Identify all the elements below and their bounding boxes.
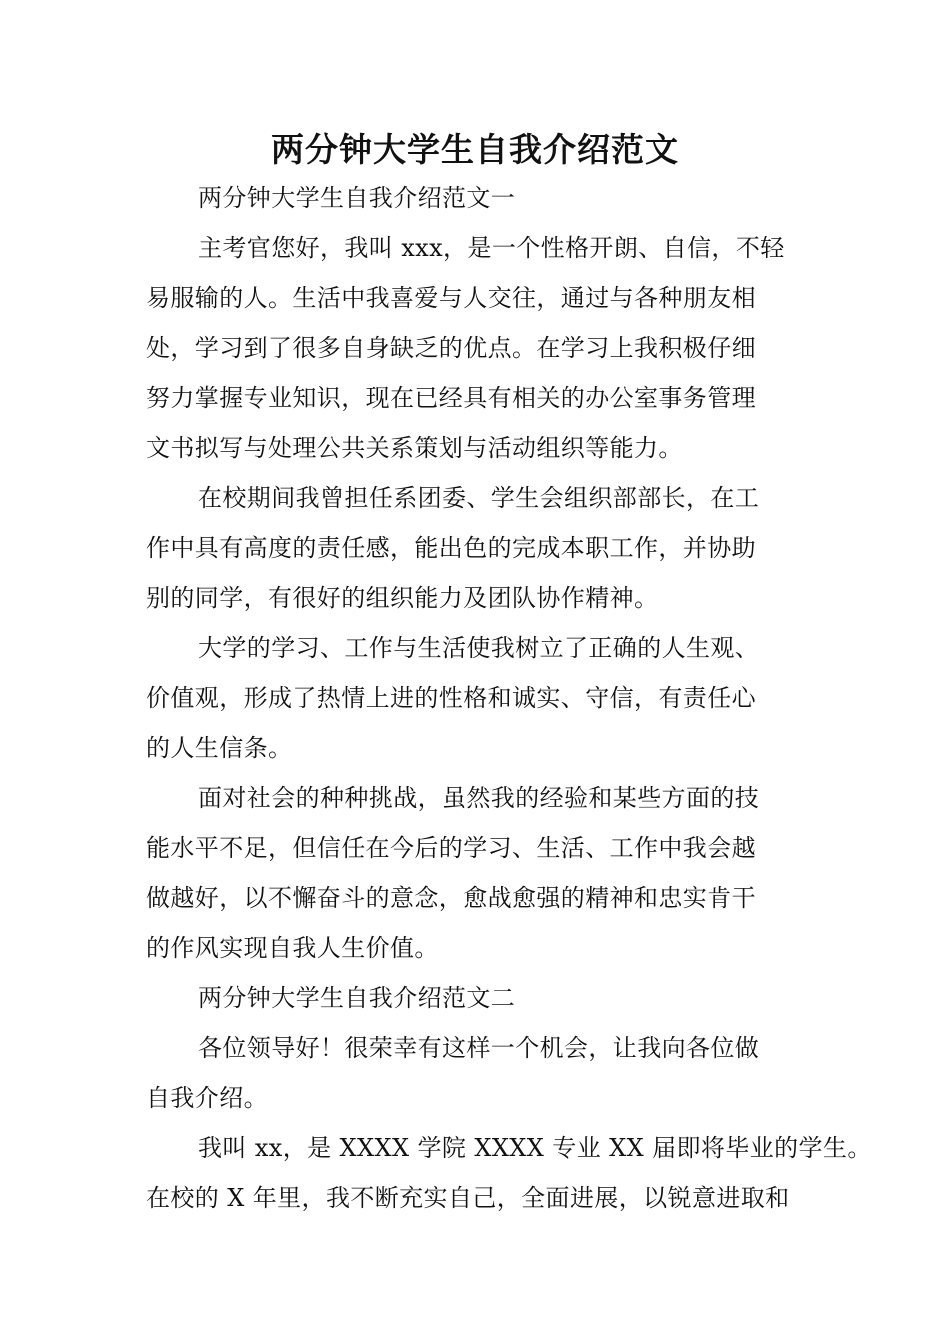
paragraph-line: 作中具有高度的责任感，能出色的完成本职工作，并协助 xyxy=(146,534,756,562)
paragraph-line: 主考官您好，我叫 xxx，是一个性格开朗、自信，不轻 xyxy=(198,234,785,262)
paragraph-line: 做越好，以不懈奋斗的意念，愈战愈强的精神和忠实肯干 xyxy=(146,884,756,912)
paragraph-line: 在校期间我曾担任系团委、学生会组织部部长，在工 xyxy=(198,484,760,512)
section-heading-1: 两分钟大学生自我介绍范文一 xyxy=(198,184,516,212)
paragraph-line: 各位领导好！很荣幸有这样一个机会，让我向各位做 xyxy=(198,1034,760,1062)
paragraph-line: 价值观，形成了热情上进的性格和诚实、守信，有责任心 xyxy=(146,684,756,712)
paragraph-line: 的人生信条。 xyxy=(146,734,293,762)
paragraph-line: 在校的 X 年里，我不断充实自己，全面进展，以锐意进取和 xyxy=(146,1184,790,1212)
document-body xyxy=(146,173,872,1223)
section-heading-2: 两分钟大学生自我介绍范文二 xyxy=(198,984,516,1012)
document-title: 两分钟大学生自我介绍范文 xyxy=(271,130,679,169)
paragraph-line: 我叫 xx，是 XXXX 学院 XXXX 专业 XX 届即将毕业的学生。 xyxy=(198,1134,872,1162)
paragraph-line: 能水平不足，但信任在今后的学习、生活、工作中我会越 xyxy=(146,834,756,862)
paragraph-line: 自我介绍。 xyxy=(146,1084,268,1112)
paragraph-line: 易服输的人。生活中我喜爱与人交往，通过与各种朋友相 xyxy=(146,284,756,312)
paragraph-line: 处，学习到了很多自身缺乏的优点。在学习上我积极仔细 xyxy=(146,334,756,362)
paragraph-line: 努力掌握专业知识，现在已经具有相关的办公室事务管理 xyxy=(146,384,756,412)
paragraph-line: 大学的学习、工作与生活使我树立了正确的人生观、 xyxy=(198,634,760,662)
paragraph-line: 别的同学，有很好的组织能力及团队协作精神。 xyxy=(146,584,659,612)
paragraph-line: 文书拟写与处理公共关系策划与活动组织等能力。 xyxy=(146,434,683,462)
paragraph-line: 面对社会的种种挑战，虽然我的经验和某些方面的技 xyxy=(198,784,760,812)
paragraph-line: 的作风实现自我人生价值。 xyxy=(146,934,439,962)
